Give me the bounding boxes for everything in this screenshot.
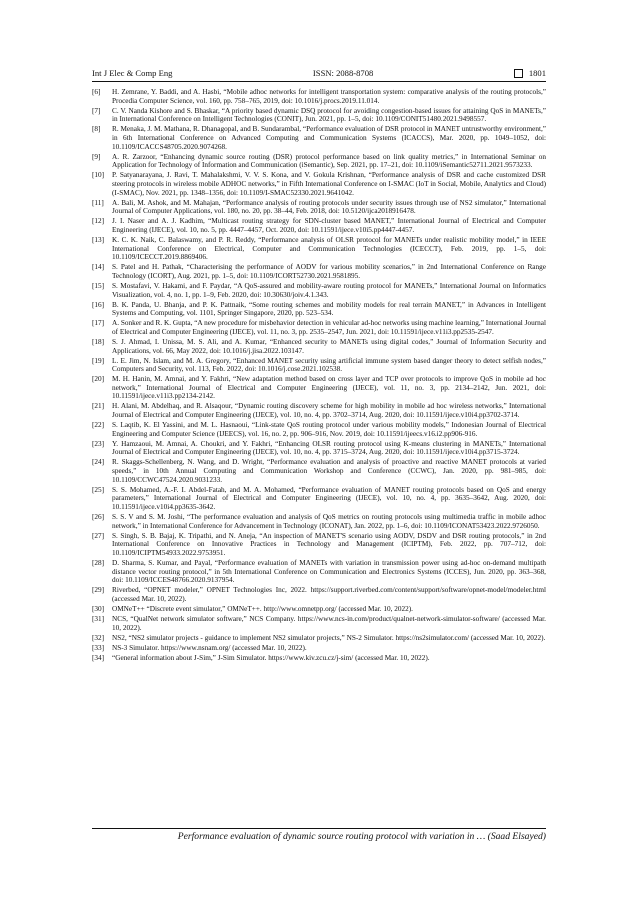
reference-text: S. S. Mohamed, A.-F. I. Abdel-Fatah, and M. A. Mohamed, “Performance evaluation of MANET routing protocols based on QoS and energy parameters,” International Journal of Electrical and Computer Engineering (IJECE), vol. 10, no. 4, pp. 3635–3642, Aug. 2020, doi: 10.11591/ijece.v10i4.pp3635-3642. [112,485,546,512]
reference-item [92,263,546,280]
reference-number: [34] [92,653,105,662]
reference-number: [27] [92,531,105,540]
reference-text: H. Alani, M. Abdelhaq, and R. Alsaqour, “Dynamic routing discovery scheme for high mobility in mobile ad hoc wireless networks,” International Journal of Electrical and Computer Engineering (IJECE), vol. 10, no. 4, pp. 3702–3714, Aug. 2020, doi: 10.11591/ijece.v10i4.pp3702-3714. [112,402,546,420]
issn: ISSN: 2088-8708 [312,68,374,78]
page-number: 1801 [528,68,546,78]
reference-item [92,375,546,401]
reference-item [92,319,546,336]
reference-text: A. Bali, M. Ashok, and M. Mahajan, “Performance analysis of routing protocols under security issues through use of NS2 simulator,” International Journal of Computer Applications, vol. 180, no. 20, pp. 38–44, Feb. 2018, doi: 10.5120/ijca2018916478. [112,198,546,216]
reference-number: [14] [92,263,105,272]
reference-number: [17] [92,319,105,328]
reference-list [92,88,546,664]
reference-item [92,402,546,419]
reference-text: D. Sharma, S. Kumar, and Payal, “Performance evaluation of MANETs with variation in transmission power using ad-hoc on-demand multipath distance vector routing protocol,” in 5th International Conference on Communication and Electronics Systems (ICCES), Jun. 2020, pp. 363–368, doi: 10.1109/ICCES48766.2020.9137954. [112,559,546,585]
reference-text: Y. Hamzaoui, M. Amnai, A. Choukri, and Y. Fakhri, “Enhancing OLSR routing protocol using K-means clustering in MANETs,” International Journal of Electrical and Computer Engineering (IJECE), vol. 10, no. 4, pp. 3715–3724, Aug. 2020, doi: 10.11591/ijece.v10i4.pp3715-3724. [112,439,546,457]
reference-item [92,559,546,585]
reference-number: [16] [92,300,105,309]
reference-item [92,282,546,299]
reference-number: [10] [92,171,105,180]
reference-text: P. Satyanarayana, J. Ravi, T. Mahalakshmi, V. V. S. Kona, and V. Gokula Krishnan, “Performance analysis of DSR and cache customized DSR steering protocols in wireless mobile ADHOC networks,” in Fifth International Conference on I-SMAC (IoT in Social, Mobile, Analytics and Cloud) (I-SMAC), Nov. 2021, pp. 1348–1356, doi: 10.1109/I-SMAC52330.2021.9641042. [112,171,546,197]
reference-text: S. Patel and H. Pathak, “Characterising the performance of AODV for various mobility scenarios,” in 2nd International Conference on Range Technology (ICORT), Aug. 2021, pp. 1–5, doi: 10.1109/ICORT52730.2021.9581895. [112,263,546,280]
reference-text: B. K. Panda, U. Bhanja, and P. K. Pattnaik, “Some routing schemes and mobility models for real terrain MANET,” in Advances in Intelligent Systems and Computing, vol. 1101, Springer Singapore, 2020, pp. 523–534. [112,300,546,318]
reference-number: [24] [92,458,105,467]
reference-text: A. R. Zarzoor, “Enhancing dynamic source routing (DSR) protocol performance based on link quality metrics,” in International Seminar on Application for Technology of Information and Communication (iSemantic), Sep. 2021, pp. 17–21, doi: 10.1109/iSemantic52711.2021.9573233. [112,152,546,170]
footer-rule [92,828,546,829]
square-icon [514,69,523,78]
reference-text: R. Skaggs-Schellenberg, N. Wang, and D. Wright, “Performance evaluation and analysis of proactive and reactive MANET protocols at varied speeds,” in 10th Annual Computing and Communication Workshop and Conference (CCWC), Jan. 2020, pp. 981–985, doi: 10.1109/CCWC47524.2020.9031233. [112,458,546,484]
reference-item [92,199,546,216]
page-header [92,66,546,80]
reference-number: [12] [92,217,105,226]
reference-text: NCS, “QualNet network simulator software,” NCS Company. https://www.ncs-in.com/product/qualnet-network-simulator-software/ (accessed Mar. 10, 2022). [112,615,546,632]
reference-item [92,440,546,457]
reference-item [92,615,546,632]
reference-text: J. I. Naser and A. J. Kadhim, “Multicast routing strategy for SDN-cluster based MANET,” International Journal of Electrical and Computer Engineering (IJECE), vol. 10, no. 5, pp. 4447–4457, Oct. 2020, doi: 10.11591/ijece.v10i5.pp4447-4457. [112,217,546,234]
running-title: Performance evaluation of dynamic source routing protocol with variation in … (Saad Elsayed) [177,831,546,842]
reference-item [92,644,546,653]
reference-number: [19] [92,356,105,365]
page-number-group [514,68,546,78]
reference-text: Riverbed, “OPNET modeler,” OPNET Technologies Inc, 2022. https://support.riverbed.com/content/support/software/opnet-model/modeler.html (accessed Mar. 10, 2022). [112,586,546,603]
reference-number: [23] [92,439,105,448]
reference-item [92,236,546,262]
journal-name: Int J Elec & Comp Eng [92,68,173,78]
reference-item [92,107,546,124]
reference-item [92,357,546,374]
reference-text: K. C. K. Naik, C. Balaswamy, and P. R. Reddy, “Performance analysis of OLSR protocol for MANETs under realistic mobility model,” in IEEE International Conference on Electrical, Computer and Communication Technologies (ICECCT), Feb. 2019, pp. 1–5, doi: 10.1109/ICECCT.2019.8869406. [112,235,546,262]
reference-item [92,458,546,484]
reference-number: [33] [92,643,105,652]
reference-number: [9] [92,152,101,161]
reference-item [92,605,546,614]
reference-number: [20] [92,375,105,384]
reference-number: [22] [92,421,105,430]
reference-text: R. Menaka, J. M. Mathana, R. Dhanagopal, and B. Sundarambal, “Performance evaluation of DSR protocol in MANET untrustworthy environment,” in 6th International Conference on Advanced Computing and Communication Systems (ICACCS), Mar. 2020, pp. 1049–1052, doi: 10.1109/ICACCS48705.2020.9074268. [112,125,546,151]
reference-text: “General information about J-Sim,” J-Sim Simulator. https://www.kiv.zcu.cz/j-sim/ (accessed Mar. 10, 2022). [112,653,430,662]
reference-item [92,634,546,643]
reference-number: [11] [92,198,104,207]
reference-number: [32] [92,633,105,642]
reference-text: H. Zemrane, Y. Baddi, and A. Hasbi, “Mobile adhoc networks for intelligent transportation system: comparative analysis of the routing protocols,” Procedia Computer Science, vol. 160, pp. 758–765, 2019, doi: 10.1016/j.procs.2019.11.014. [112,88,546,105]
reference-text: A. Sonker and R. K. Gupta, “A new procedure for misbehavior detection in vehicular ad-hoc networks using machine learning,” International Journal of Electrical and Computer Engineering (IJECE), vol. 11, no. 3, pp. 2535–2547, Jun. 2021, doi: 10.11591/ijece.v11i3.pp2535-2547. [112,319,546,336]
reference-number: [8] [92,125,101,134]
reference-text: NS2, “NS2 simulator projects - guidance to implement NS2 simulator projects,” NS-2 Simulator. https://ns2simulator.com/ (accessed Mar. 10, 2022). [112,633,546,642]
reference-number: [13] [92,235,105,244]
reference-number: [21] [92,402,105,411]
reference-item [92,421,546,438]
reference-item [92,513,546,530]
reference-item [92,586,546,603]
reference-item [92,171,546,197]
reference-number: [26] [92,513,105,522]
reference-number: [28] [92,559,105,568]
reference-item [92,486,546,512]
reference-text: S. J. Ahmad, I. Unissa, M. S. Ali, and A. Kumar, “Enhanced security to MANETs using digital codes,” Journal of Information Security and Applications, vol. 66, May 2022, doi: 10.1016/j.jisa.2022.103147. [112,337,546,355]
reference-number: [30] [92,605,105,613]
reference-number: [29] [92,586,105,595]
reference-number: [31] [92,615,105,623]
reference-text: S. S. V and S. M. Joshi, “The performance evaluation and analysis of QoS metrics on routing protocols using multimedia traffic in mobile adhoc network,” in International Conference for Advancement in Technology (ICONAT), Jan. 2022, pp. 1–6, doi: 10.1109/ICONAT53423.2022.9726050. [112,513,546,530]
reference-item [92,338,546,355]
reference-number: [6] [92,88,101,96]
reference-number: [15] [92,281,105,290]
reference-text: C. V. Nanda Kishore and S. Bhaskar, “A priority based dynamic DSQ protocol for avoiding congestion-based issues for attaining QoS in MANETs,” in International Conference on Intelligent Technologies (CONIT), Jun. 2021, pp. 1–5, doi: 10.1109/CONIT51480.2021.9498557. [112,106,546,124]
reference-text: NS-3 Simulator. https://www.nsnam.org/ (accessed Mar. 10, 2022). [112,643,307,652]
reference-number: [25] [92,485,105,494]
header-rule [92,81,546,82]
reference-text: S. Singh, S. B. Bajaj, K. Tripathi, and N. Aneja, “An inspection of MANET'S scenario using AODV, DSDV and DSR routing protocols,” in 2nd International Conference on Innovative Practices in Technology and Management (ICIPTM), Feb. 2022, pp. 707–712, doi: 10.1109/ICIPTM54933.2022.9753951. [112,531,546,558]
reference-text: L. E. Jim, N. Islam, and M. A. Gregory, “Enhanced MANET security using artificial immune system based danger theory to detect selfish nodes,” Computers and Security, vol. 113, Feb. 2022, doi: 10.1016/j.cose.2021.102538. [112,356,546,374]
reference-item [92,217,546,234]
reference-text: S. Mostafavi, V. Hakami, and F. Paydar, “A QoS-assured and mobility-aware routing protocol for MANETs,” International Journal on Informatics Visualization, vol. 4, no. 1, pp. 1–9, Feb. 2020, doi: 10.30630/joiv.4.1.343. [112,281,546,299]
reference-item [92,532,546,558]
reference-item [92,153,546,170]
reference-item [92,654,546,663]
reference-item [92,301,546,318]
reference-number: [18] [92,337,105,346]
reference-item [92,88,546,105]
reference-text: M. H. Hanin, M. Amnai, and Y. Fakhri, “New adaptation method based on cross layer and TCP over protocols to improve QoS in mobile ad hoc network,” International Journal of Electrical and Computer Engineering (IJECE), vol. 11, no. 3, pp. 2134–2142, Jun. 2021, doi: 10.11591/ijece.v11i3.pp2134-2142. [112,375,546,401]
reference-item [92,125,546,151]
reference-text: S. Laqtib, K. El Yassini, and M. L. Hasnaoui, “Link-state QoS routing protocol under various mobility models,” Indonesian Journal of Electrical Engineering and Computer Science (IJEECS), vol. 16, no. 2, pp. 906–916, Nov. 2019, doi: 10.11591/ijeecs.v16.i2.pp906-916. [112,421,546,438]
reference-text: OMNeT++ “Discrete event simulator,” OMNeT++. http://www.omnetpp.org/ (accessed Mar. 10, 2022). [112,605,413,613]
reference-number: [7] [92,106,101,115]
